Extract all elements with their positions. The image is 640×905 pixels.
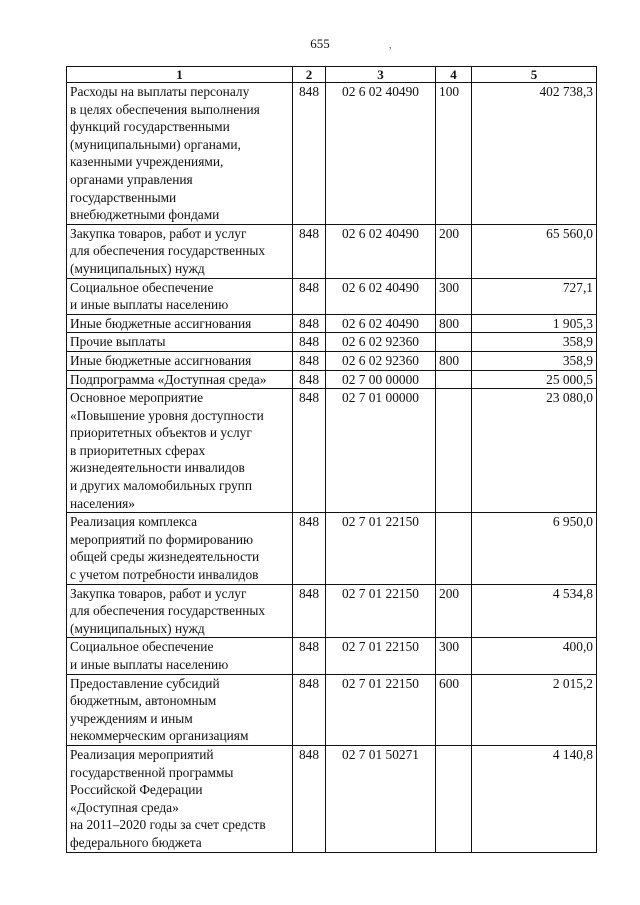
row-name: Социальное обеспечение и иные выплаты населению: [67, 278, 293, 314]
row-ved: 848: [293, 278, 326, 314]
row-csr: 02 6 02 40490: [326, 83, 436, 225]
row-vr: 100: [436, 83, 472, 225]
header-col-1: 1: [67, 67, 293, 83]
table-row: [67, 584, 597, 638]
row-ved: 848: [293, 674, 326, 745]
row-sum: 65 560,0: [472, 224, 597, 278]
row-ved: 848: [293, 314, 326, 333]
table-row: [67, 278, 597, 314]
row-vr: [436, 745, 472, 852]
row-sum: 25 000,5: [472, 370, 597, 389]
header-col-3: 3: [326, 67, 436, 83]
row-name: Реализация комплекса мероприятий по формированию общей среды жизнедеятельности с учетом потребности инвалидов: [67, 513, 293, 584]
row-sum: 2 015,2: [472, 674, 597, 745]
row-vr: 800: [436, 351, 472, 370]
row-name: Подпрограмма «Доступная среда»: [67, 370, 293, 389]
budget-table: [66, 66, 597, 853]
row-name: Расходы на выплаты персоналу в целях обеспечения выполнения функций государственными (муниципальными) органами, казенными учреждениями, органами управления государственными внебюджетными фондами: [67, 83, 293, 225]
row-vr: [436, 513, 472, 584]
row-sum: 1 905,3: [472, 314, 597, 333]
row-ved: 848: [293, 370, 326, 389]
row-sum: 4 140,8: [472, 745, 597, 852]
row-name: Социальное обеспечение и иные выплаты населению: [67, 638, 293, 674]
row-vr: 800: [436, 314, 472, 333]
row-ved: 848: [293, 351, 326, 370]
row-csr: 02 6 02 40490: [326, 314, 436, 333]
row-csr: 02 6 02 92360: [326, 351, 436, 370]
page-mark: ,: [389, 40, 392, 51]
header-col-5: 5: [472, 67, 597, 83]
table-row: [67, 333, 597, 352]
row-ved: 848: [293, 389, 326, 513]
row-name: Закупка товаров, работ и услуг для обеспечения государственных (муниципальных) нужд: [67, 584, 293, 638]
row-csr: 02 7 01 00000: [326, 389, 436, 513]
row-csr: 02 7 01 22150: [326, 638, 436, 674]
row-csr: 02 7 01 50271: [326, 745, 436, 852]
row-sum: 6 950,0: [472, 513, 597, 584]
row-sum: 402 738,3: [472, 83, 597, 225]
row-sum: 727,1: [472, 278, 597, 314]
table-row: [67, 314, 597, 333]
row-vr: 200: [436, 224, 472, 278]
row-sum: 358,9: [472, 351, 597, 370]
row-name: Иные бюджетные ассигнования: [67, 314, 293, 333]
row-sum: 4 534,8: [472, 584, 597, 638]
row-csr: 02 7 01 22150: [326, 674, 436, 745]
row-csr: 02 7 00 00000: [326, 370, 436, 389]
row-csr: 02 7 01 22150: [326, 513, 436, 584]
row-ved: 848: [293, 513, 326, 584]
row-vr: 300: [436, 638, 472, 674]
header-row: [67, 67, 597, 83]
table-row: [67, 638, 597, 674]
table-row: [67, 745, 597, 852]
table-row: [67, 513, 597, 584]
row-vr: 300: [436, 278, 472, 314]
row-vr: 200: [436, 584, 472, 638]
row-sum: 400,0: [472, 638, 597, 674]
table-row: [67, 389, 597, 513]
row-name: Закупка товаров, работ и услуг для обеспечения государственных (муниципальных) нужд: [67, 224, 293, 278]
row-sum: 23 080,0: [472, 389, 597, 513]
row-csr: 02 6 02 40490: [326, 278, 436, 314]
row-vr: [436, 389, 472, 513]
table-row: [67, 224, 597, 278]
row-ved: 848: [293, 333, 326, 352]
row-name: Основное мероприятие «Повышение уровня доступности приоритетных объектов и услуг в приоритетных сферах жизнедеятельности инвалидов и других маломобильных групп населения»: [67, 389, 293, 513]
row-name: Предоставление субсидий бюджетным, автономным учреждениям и иным некоммерческим организациям: [67, 674, 293, 745]
row-ved: 848: [293, 638, 326, 674]
row-name: Прочие выплаты: [67, 333, 293, 352]
page-number: 655: [310, 36, 330, 51]
row-csr: 02 6 02 92360: [326, 333, 436, 352]
table-row: [67, 370, 597, 389]
table-row: [67, 674, 597, 745]
row-vr: [436, 370, 472, 389]
table-row: [67, 351, 597, 370]
row-ved: 848: [293, 584, 326, 638]
row-ved: 848: [293, 224, 326, 278]
row-ved: 848: [293, 745, 326, 852]
row-name: Иные бюджетные ассигнования: [67, 351, 293, 370]
row-ved: 848: [293, 83, 326, 225]
row-csr: 02 7 01 22150: [326, 584, 436, 638]
table-row: [67, 83, 597, 225]
row-vr: [436, 333, 472, 352]
row-sum: 358,9: [472, 333, 597, 352]
row-name: Реализация мероприятий государственной программы Российской Федерации «Доступная среда» на 2011–2020 годы за счет средств федерального бюджета: [67, 745, 293, 852]
row-csr: 02 6 02 40490: [326, 224, 436, 278]
header-col-4: 4: [436, 67, 472, 83]
row-vr: 600: [436, 674, 472, 745]
header-col-2: 2: [293, 67, 326, 83]
